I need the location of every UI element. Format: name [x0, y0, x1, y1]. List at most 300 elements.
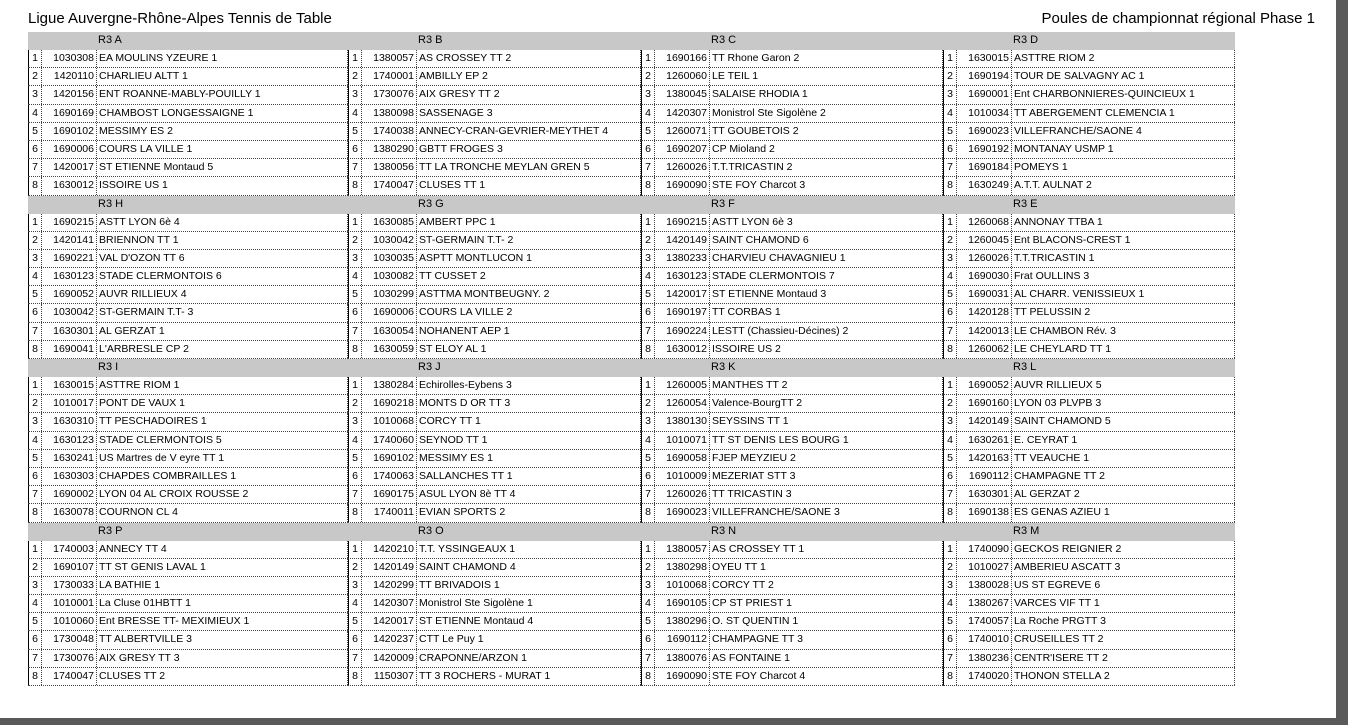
club-code: 1380296 — [655, 613, 710, 630]
club-name: SEYNOD TT 1 — [417, 432, 641, 449]
rank-number: 7 — [641, 650, 655, 667]
club-name: LE CHEYLARD TT 1 — [1012, 341, 1235, 358]
club-code: 1730033 — [42, 577, 97, 594]
rank-number: 8 — [28, 668, 42, 685]
rank-number: 6 — [348, 304, 362, 321]
rank-number: 2 — [28, 559, 42, 576]
club-name: SAINT CHAMOND 5 — [1012, 413, 1235, 430]
pool-entry — [348, 668, 641, 686]
club-code: 1690215 — [42, 214, 97, 231]
rank-number: 1 — [943, 50, 957, 67]
pool-entry — [641, 105, 943, 123]
club-code: 1740020 — [957, 668, 1012, 685]
club-code: 1380076 — [655, 650, 710, 667]
table-row — [28, 432, 1250, 450]
table-row — [28, 159, 1250, 177]
club-name: LESTT (Chassieu-Décines) 2 — [710, 323, 943, 340]
pool-entry — [348, 105, 641, 123]
club-name: EA MOULINS YZEURE 1 — [97, 50, 348, 67]
club-name: AIX GRESY TT 3 — [97, 650, 348, 667]
rank-number: 5 — [641, 123, 655, 140]
rank-number: 4 — [348, 268, 362, 285]
table-row — [28, 105, 1250, 123]
pool-entry — [28, 395, 348, 413]
club-code: 1690169 — [42, 105, 97, 122]
viewer-right-edge — [1336, 0, 1348, 725]
pool-entry — [28, 341, 348, 359]
club-code: 1260026 — [655, 486, 710, 503]
club-name: POMEYS 1 — [1012, 159, 1235, 176]
rank-number: 3 — [28, 86, 42, 103]
pool-title: R3 B — [348, 32, 641, 50]
club-name: Valence-BourgTT 2 — [710, 395, 943, 412]
club-code: 1420237 — [362, 631, 417, 648]
club-code: 1010001 — [42, 595, 97, 612]
pool-entry — [28, 559, 348, 577]
club-code: 1420017 — [362, 613, 417, 630]
pool-entry — [348, 613, 641, 631]
rank-number: 5 — [348, 286, 362, 303]
rank-number: 1 — [28, 541, 42, 558]
rank-number: 8 — [28, 504, 42, 521]
pool-entry — [641, 668, 943, 686]
rank-number: 4 — [348, 432, 362, 449]
rank-number: 8 — [943, 504, 957, 521]
rank-number: 5 — [641, 450, 655, 467]
pool-entry — [28, 450, 348, 468]
pool-entry — [28, 214, 348, 232]
club-code: 1690138 — [957, 504, 1012, 521]
rank-number: 1 — [348, 541, 362, 558]
club-name: LYON 03 PLVPB 3 — [1012, 395, 1235, 412]
club-code: 1380056 — [362, 159, 417, 176]
club-code: 1690023 — [655, 504, 710, 521]
club-name: ASTTRE RIOM 2 — [1012, 50, 1235, 67]
rank-number: 5 — [641, 613, 655, 630]
pool-entry — [641, 214, 943, 232]
club-name: CORCY TT 2 — [710, 577, 943, 594]
pool-entry — [348, 395, 641, 413]
pool-entry — [348, 177, 641, 195]
pool-title: R3 N — [641, 523, 943, 541]
club-code: 1690218 — [362, 395, 417, 412]
club-name: MEZERIAT STT 3 — [710, 468, 943, 485]
pool-entry — [943, 468, 1235, 486]
table-row — [28, 141, 1250, 159]
pool-entry — [943, 450, 1235, 468]
pool-entry — [641, 268, 943, 286]
club-code: 1380098 — [362, 105, 417, 122]
pool-entry — [943, 377, 1235, 395]
pool-entry — [641, 323, 943, 341]
club-name: ST ETIENNE Montaud 4 — [417, 613, 641, 630]
club-name: GBTT FROGES 3 — [417, 141, 641, 158]
club-name: CHARVIEU CHAVAGNIEU 1 — [710, 250, 943, 267]
rank-number: 7 — [348, 159, 362, 176]
rank-number: 4 — [28, 595, 42, 612]
rank-number: 4 — [641, 105, 655, 122]
pool-entry — [348, 413, 641, 431]
club-code: 1010068 — [655, 577, 710, 594]
pool-entry — [28, 123, 348, 141]
club-name: ST ETIENNE Montaud 5 — [97, 159, 348, 176]
rank-number: 3 — [348, 250, 362, 267]
rank-number: 3 — [348, 413, 362, 430]
rank-number: 1 — [28, 377, 42, 394]
club-code: 1690112 — [655, 631, 710, 648]
table-row — [28, 486, 1250, 504]
club-code: 1690090 — [655, 177, 710, 194]
club-code: 1010009 — [655, 468, 710, 485]
club-name: STADE CLERMONTOIS 6 — [97, 268, 348, 285]
club-name: TT GOUBETOIS 2 — [710, 123, 943, 140]
rank-number: 7 — [943, 323, 957, 340]
club-code: 1740090 — [957, 541, 1012, 558]
pool-entry — [348, 214, 641, 232]
club-code: 1630012 — [655, 341, 710, 358]
rank-number: 8 — [641, 341, 655, 358]
club-code: 1030308 — [42, 50, 97, 67]
club-code: 1420307 — [362, 595, 417, 612]
club-code: 1690058 — [655, 450, 710, 467]
club-code: 1380057 — [655, 541, 710, 558]
rank-number: 1 — [943, 214, 957, 231]
table-row — [28, 595, 1250, 613]
club-code: 1740057 — [957, 613, 1012, 630]
club-name: EVIAN SPORTS 2 — [417, 504, 641, 521]
club-code: 1630123 — [42, 432, 97, 449]
rank-number: 6 — [943, 304, 957, 321]
pool-entry — [641, 304, 943, 322]
rank-number: 2 — [943, 68, 957, 85]
club-code: 1690197 — [655, 304, 710, 321]
table-row — [28, 504, 1250, 522]
rank-number: 6 — [28, 141, 42, 158]
pool-entry — [348, 631, 641, 649]
club-code: 1150307 — [362, 668, 417, 685]
club-name: TT ABERGEMENT CLEMENCIA 1 — [1012, 105, 1235, 122]
club-name: ASTT LYON 6è 3 — [710, 214, 943, 231]
club-code: 1690215 — [655, 214, 710, 231]
pool-entry — [641, 450, 943, 468]
pool-entry — [28, 468, 348, 486]
club-code: 1690112 — [957, 468, 1012, 485]
pool-entry — [348, 595, 641, 613]
club-code: 1380057 — [362, 50, 417, 67]
pool-entry — [348, 232, 641, 250]
pool-entry — [28, 323, 348, 341]
pool-entry — [943, 631, 1235, 649]
club-code: 1420210 — [362, 541, 417, 558]
club-code: 1690102 — [42, 123, 97, 140]
rank-number: 5 — [641, 286, 655, 303]
club-name: ST ELOY AL 1 — [417, 341, 641, 358]
club-name: LE CHAMBON Rév. 3 — [1012, 323, 1235, 340]
club-code: 1260062 — [957, 341, 1012, 358]
pool-entry — [641, 250, 943, 268]
club-code: 1420163 — [957, 450, 1012, 467]
club-name: US ST EGREVE 6 — [1012, 577, 1235, 594]
rank-number: 3 — [641, 413, 655, 430]
rank-number: 6 — [348, 631, 362, 648]
club-name: T.T.TRICASTIN 1 — [1012, 250, 1235, 267]
club-code: 1690002 — [42, 486, 97, 503]
table-row — [28, 541, 1250, 559]
rank-number: 3 — [641, 577, 655, 594]
club-name: LE TEIL 1 — [710, 68, 943, 85]
club-code: 1420307 — [655, 105, 710, 122]
rank-number: 5 — [28, 286, 42, 303]
table-row — [28, 468, 1250, 486]
club-code: 1730048 — [42, 631, 97, 648]
rank-number: 4 — [28, 268, 42, 285]
pool-entry — [641, 68, 943, 86]
club-code: 1380267 — [957, 595, 1012, 612]
club-name: ASTTRE RIOM 1 — [97, 377, 348, 394]
club-name: ANNONAY TTBA 1 — [1012, 214, 1235, 231]
pool-entry — [348, 432, 641, 450]
rank-number: 8 — [943, 668, 957, 685]
pool-entry — [943, 86, 1235, 104]
rank-number: 5 — [348, 450, 362, 467]
rank-number: 2 — [641, 559, 655, 576]
club-code: 1420149 — [957, 413, 1012, 430]
rank-number: 4 — [28, 105, 42, 122]
pool-entry — [28, 650, 348, 668]
club-name: TT CORBAS 1 — [710, 304, 943, 321]
pool-entry — [943, 323, 1235, 341]
table-row — [28, 286, 1250, 304]
league-title: Ligue Auvergne-Rhône-Alpes Tennis de Table — [28, 10, 332, 27]
club-code: 1030042 — [42, 304, 97, 321]
pool-title: R3 L — [943, 359, 1235, 377]
club-code: 1690052 — [957, 377, 1012, 394]
pool-entry — [641, 141, 943, 159]
club-code: 1260026 — [655, 159, 710, 176]
rank-number: 3 — [28, 577, 42, 594]
pool-entry — [28, 668, 348, 686]
pool-entry — [641, 541, 943, 559]
club-code: 1630261 — [957, 432, 1012, 449]
pool-entry — [641, 559, 943, 577]
rank-number: 2 — [348, 68, 362, 85]
rank-number: 1 — [943, 377, 957, 394]
club-name: US Martres de V eyre TT 1 — [97, 450, 348, 467]
rank-number: 1 — [943, 541, 957, 558]
club-code: 1690160 — [957, 395, 1012, 412]
pool-entry — [348, 559, 641, 577]
pool-entry — [348, 50, 641, 68]
club-code: 1740047 — [42, 668, 97, 685]
club-name: AL GERZAT 1 — [97, 323, 348, 340]
pool-entry — [641, 341, 943, 359]
pool-entry — [641, 413, 943, 431]
pool-title: R3 H — [28, 196, 348, 214]
pool-entry — [348, 650, 641, 668]
pool-entry — [641, 159, 943, 177]
club-code: 1030299 — [362, 286, 417, 303]
club-code: 1630054 — [362, 323, 417, 340]
rank-number: 7 — [28, 486, 42, 503]
club-code: 1630249 — [957, 177, 1012, 194]
club-name: AMBILLY EP 2 — [417, 68, 641, 85]
club-name: AS FONTAINE 1 — [710, 650, 943, 667]
club-name: AL CHARR. VENISSIEUX 1 — [1012, 286, 1235, 303]
pool-entry — [943, 486, 1235, 504]
club-name: MESSIMY ES 1 — [417, 450, 641, 467]
club-code: 1260005 — [655, 377, 710, 394]
club-name: LA BATHIE 1 — [97, 577, 348, 594]
club-code: 1690023 — [957, 123, 1012, 140]
club-name: STADE CLERMONTOIS 7 — [710, 268, 943, 285]
rank-number: 4 — [943, 432, 957, 449]
club-name: ASUL LYON 8è TT 4 — [417, 486, 641, 503]
rank-number: 8 — [348, 668, 362, 685]
pool-entry — [943, 668, 1235, 686]
club-code: 1010027 — [957, 559, 1012, 576]
club-name: ST-GERMAIN T.T- 3 — [97, 304, 348, 321]
table-row — [28, 631, 1250, 649]
club-name: CHAMPAGNE TT 3 — [710, 631, 943, 648]
club-name: SAINT CHAMOND 4 — [417, 559, 641, 576]
club-name: CRUSEILLES TT 2 — [1012, 631, 1235, 648]
pool-entry — [641, 123, 943, 141]
club-name: CHAMBOST LONGESSAIGNE 1 — [97, 105, 348, 122]
club-name: STE FOY Charcot 3 — [710, 177, 943, 194]
rank-number: 2 — [641, 68, 655, 85]
club-name: VILLEFRANCHE/SAONE 3 — [710, 504, 943, 521]
club-name: ST ETIENNE Montaud 3 — [710, 286, 943, 303]
club-code: 1690030 — [957, 268, 1012, 285]
club-code: 1630123 — [655, 268, 710, 285]
club-name: CORCY TT 1 — [417, 413, 641, 430]
rank-number: 2 — [348, 232, 362, 249]
table-row — [28, 232, 1250, 250]
pool-entry — [28, 577, 348, 595]
club-name: Echirolles-Eybens 3 — [417, 377, 641, 394]
club-code: 1690105 — [655, 595, 710, 612]
club-name: ST-GERMAIN T.T- 2 — [417, 232, 641, 249]
club-code: 1420009 — [362, 650, 417, 667]
rank-number: 3 — [348, 86, 362, 103]
club-name: MESSIMY ES 2 — [97, 123, 348, 140]
club-name: TT ST DENIS LES BOURG 1 — [710, 432, 943, 449]
rank-number: 8 — [943, 177, 957, 194]
club-name: ISSOIRE US 2 — [710, 341, 943, 358]
club-code: 1630241 — [42, 450, 97, 467]
club-code: 1380236 — [957, 650, 1012, 667]
pool-entry — [943, 504, 1235, 522]
club-name: CENTR'ISERE TT 2 — [1012, 650, 1235, 667]
club-code: 1740063 — [362, 468, 417, 485]
pool-entry — [348, 159, 641, 177]
club-code: 1730076 — [362, 86, 417, 103]
club-name: CLUSES TT 2 — [97, 668, 348, 685]
club-code: 1740010 — [957, 631, 1012, 648]
club-name: SEYSSINS TT 1 — [710, 413, 943, 430]
club-code: 1740047 — [362, 177, 417, 194]
table-row — [28, 413, 1250, 431]
club-code: 1010060 — [42, 613, 97, 630]
club-name: ES GENAS AZIEU 1 — [1012, 504, 1235, 521]
club-name: L'ARBRESLE CP 2 — [97, 341, 348, 358]
club-code: 1260054 — [655, 395, 710, 412]
table-row — [28, 559, 1250, 577]
club-code: 1260068 — [957, 214, 1012, 231]
club-code: 1690221 — [42, 250, 97, 267]
club-name: Monistrol Ste Sigolène 2 — [710, 105, 943, 122]
pool-entry — [348, 304, 641, 322]
pool-entry — [28, 105, 348, 123]
club-code: 1630301 — [957, 486, 1012, 503]
club-name: STE FOY Charcot 4 — [710, 668, 943, 685]
club-name: Ent CHARBONNIERES-QUINCIEUX 1 — [1012, 86, 1235, 103]
table-row — [28, 395, 1250, 413]
pool-entry — [28, 159, 348, 177]
pool-entry — [943, 68, 1235, 86]
club-name: AUVR RILLIEUX 4 — [97, 286, 348, 303]
pool-entry — [28, 232, 348, 250]
club-name: VILLEFRANCHE/SAONE 4 — [1012, 123, 1235, 140]
pool-entry — [28, 631, 348, 649]
club-name: MONTS D OR TT 3 — [417, 395, 641, 412]
club-code: 1630015 — [957, 50, 1012, 67]
club-code: 1690090 — [655, 668, 710, 685]
rank-number: 5 — [943, 286, 957, 303]
pool-entry — [348, 541, 641, 559]
pool-entry — [641, 177, 943, 195]
pool-entry — [943, 304, 1235, 322]
club-name: CP ST PRIEST 1 — [710, 595, 943, 612]
rank-number: 7 — [943, 486, 957, 503]
pool-title: R3 J — [348, 359, 641, 377]
pool-entry — [943, 432, 1235, 450]
club-code: 1690031 — [957, 286, 1012, 303]
pool-entry — [943, 613, 1235, 631]
pool-title: R3 O — [348, 523, 641, 541]
pool-entry — [943, 214, 1235, 232]
rank-number: 7 — [28, 323, 42, 340]
pool-entry — [28, 304, 348, 322]
pool-entry — [641, 395, 943, 413]
rank-number: 7 — [641, 159, 655, 176]
pool-entry — [641, 232, 943, 250]
pool-entry — [28, 377, 348, 395]
rank-number: 3 — [28, 250, 42, 267]
club-name: SALAISE RHODIA 1 — [710, 86, 943, 103]
club-name: MANTHES TT 2 — [710, 377, 943, 394]
club-code: 1690107 — [42, 559, 97, 576]
pool-header-band — [28, 359, 1250, 377]
rank-number: 8 — [348, 504, 362, 521]
club-code: 1010068 — [362, 413, 417, 430]
pool-title: R3 I — [28, 359, 348, 377]
club-code: 1630303 — [42, 468, 97, 485]
rank-number: 5 — [28, 450, 42, 467]
pool-entry — [943, 559, 1235, 577]
club-code: 1420013 — [957, 323, 1012, 340]
club-name: SALLANCHES TT 1 — [417, 468, 641, 485]
pool-entry — [943, 232, 1235, 250]
pool-entry — [943, 123, 1235, 141]
rank-number: 7 — [943, 650, 957, 667]
rank-number: 4 — [641, 595, 655, 612]
rank-number: 4 — [641, 432, 655, 449]
rank-number: 6 — [348, 141, 362, 158]
club-name: La Cluse 01HBTT 1 — [97, 595, 348, 612]
club-code: 1690001 — [957, 86, 1012, 103]
club-code: 1420017 — [42, 159, 97, 176]
